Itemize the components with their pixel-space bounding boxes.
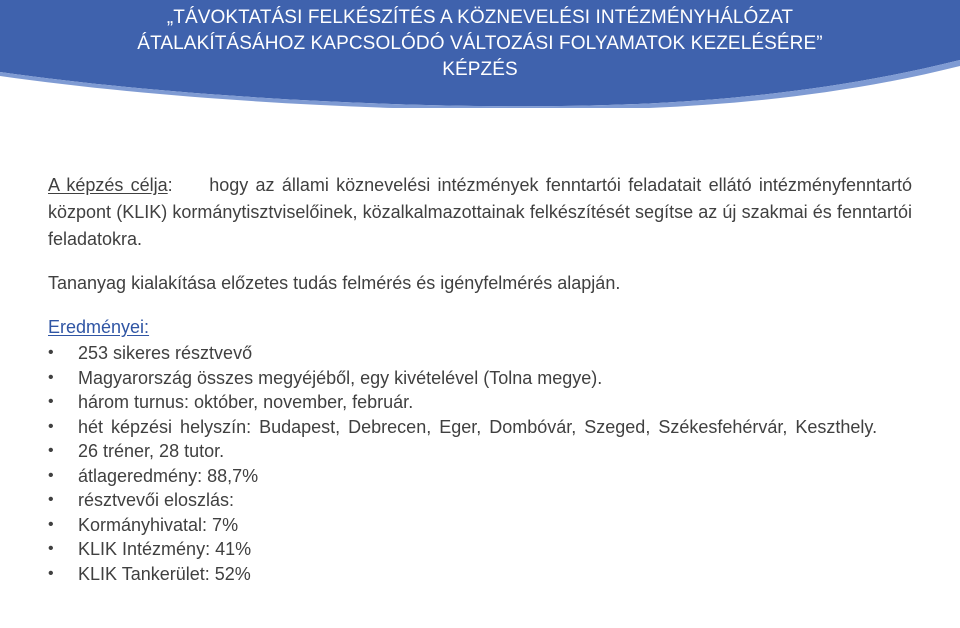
bullet-icon: •	[48, 540, 54, 557]
title-line-2: ÁTALAKÍTÁSÁHOZ KAPCSOLÓDÓ VÁLTOZÁSI FOLYAMATOK KEZELÉSÉRE”	[137, 33, 823, 54]
list-item: • KLIK Tankerület: 52%	[48, 562, 912, 587]
bullet-icon: •	[48, 368, 54, 386]
slide-body	[48, 172, 912, 586]
list-item: • átlageredmény: 88,7%	[48, 464, 912, 489]
list-item: • 253 sikeres résztvevő	[48, 341, 912, 366]
list-item: • résztvevői eloszlás:	[48, 488, 912, 513]
list-item: • Magyarország összes megyéjéből, egy kivételével (Tolna megye).	[48, 366, 912, 391]
results-list	[48, 341, 912, 586]
bullet-icon: •	[48, 417, 54, 435]
list-item: • hét képzési helyszín: Budapest, Debrecen, Eger, Dombóvár, Szeged, Székesfehérvár, Keszthely.	[48, 415, 912, 440]
bullet-icon: •	[48, 442, 54, 459]
page-title	[0, 5, 960, 83]
list-item: • három turnus: október, november, február.	[48, 390, 912, 415]
aim-label: A képzés célja	[48, 175, 168, 195]
aim-colon: :	[167, 175, 173, 195]
aim-text: hogy az állami köznevelési intézmények fenntartói feladatait ellátó intézményfenntartó központ (KLIK) kormánytisztviselőinek, közalkalmazottainak felkészítését segítse az új szakmai és fenntartói feladatokra.	[48, 175, 912, 249]
title-line-3: KÉPZÉS	[442, 59, 518, 80]
aim-paragraph	[48, 172, 912, 253]
bullet-icon: •	[48, 344, 54, 361]
bullet-icon: •	[48, 466, 54, 484]
list-item: • KLIK Intézmény: 41%	[48, 537, 912, 562]
list-item: • 26 tréner, 28 tutor.	[48, 439, 912, 464]
bullet-icon: •	[48, 515, 54, 533]
curriculum-text: Tananyag kialakítása előzetes tudás felmérés és igényfelmérés alapján.	[48, 273, 621, 293]
bullet-icon: •	[48, 564, 54, 582]
bullet-icon: •	[48, 393, 54, 410]
bullet-icon: •	[48, 491, 54, 508]
title-line-1: „TÁVOKTATÁSI FELKÉSZÍTÉS A KÖZNEVELÉSI INTÉZMÉNYHÁLÓZAT	[166, 7, 794, 28]
list-item: • Kormányhivatal: 7%	[48, 513, 912, 538]
title-banner	[0, 0, 960, 108]
results-label: Eredményei:	[48, 317, 150, 337]
